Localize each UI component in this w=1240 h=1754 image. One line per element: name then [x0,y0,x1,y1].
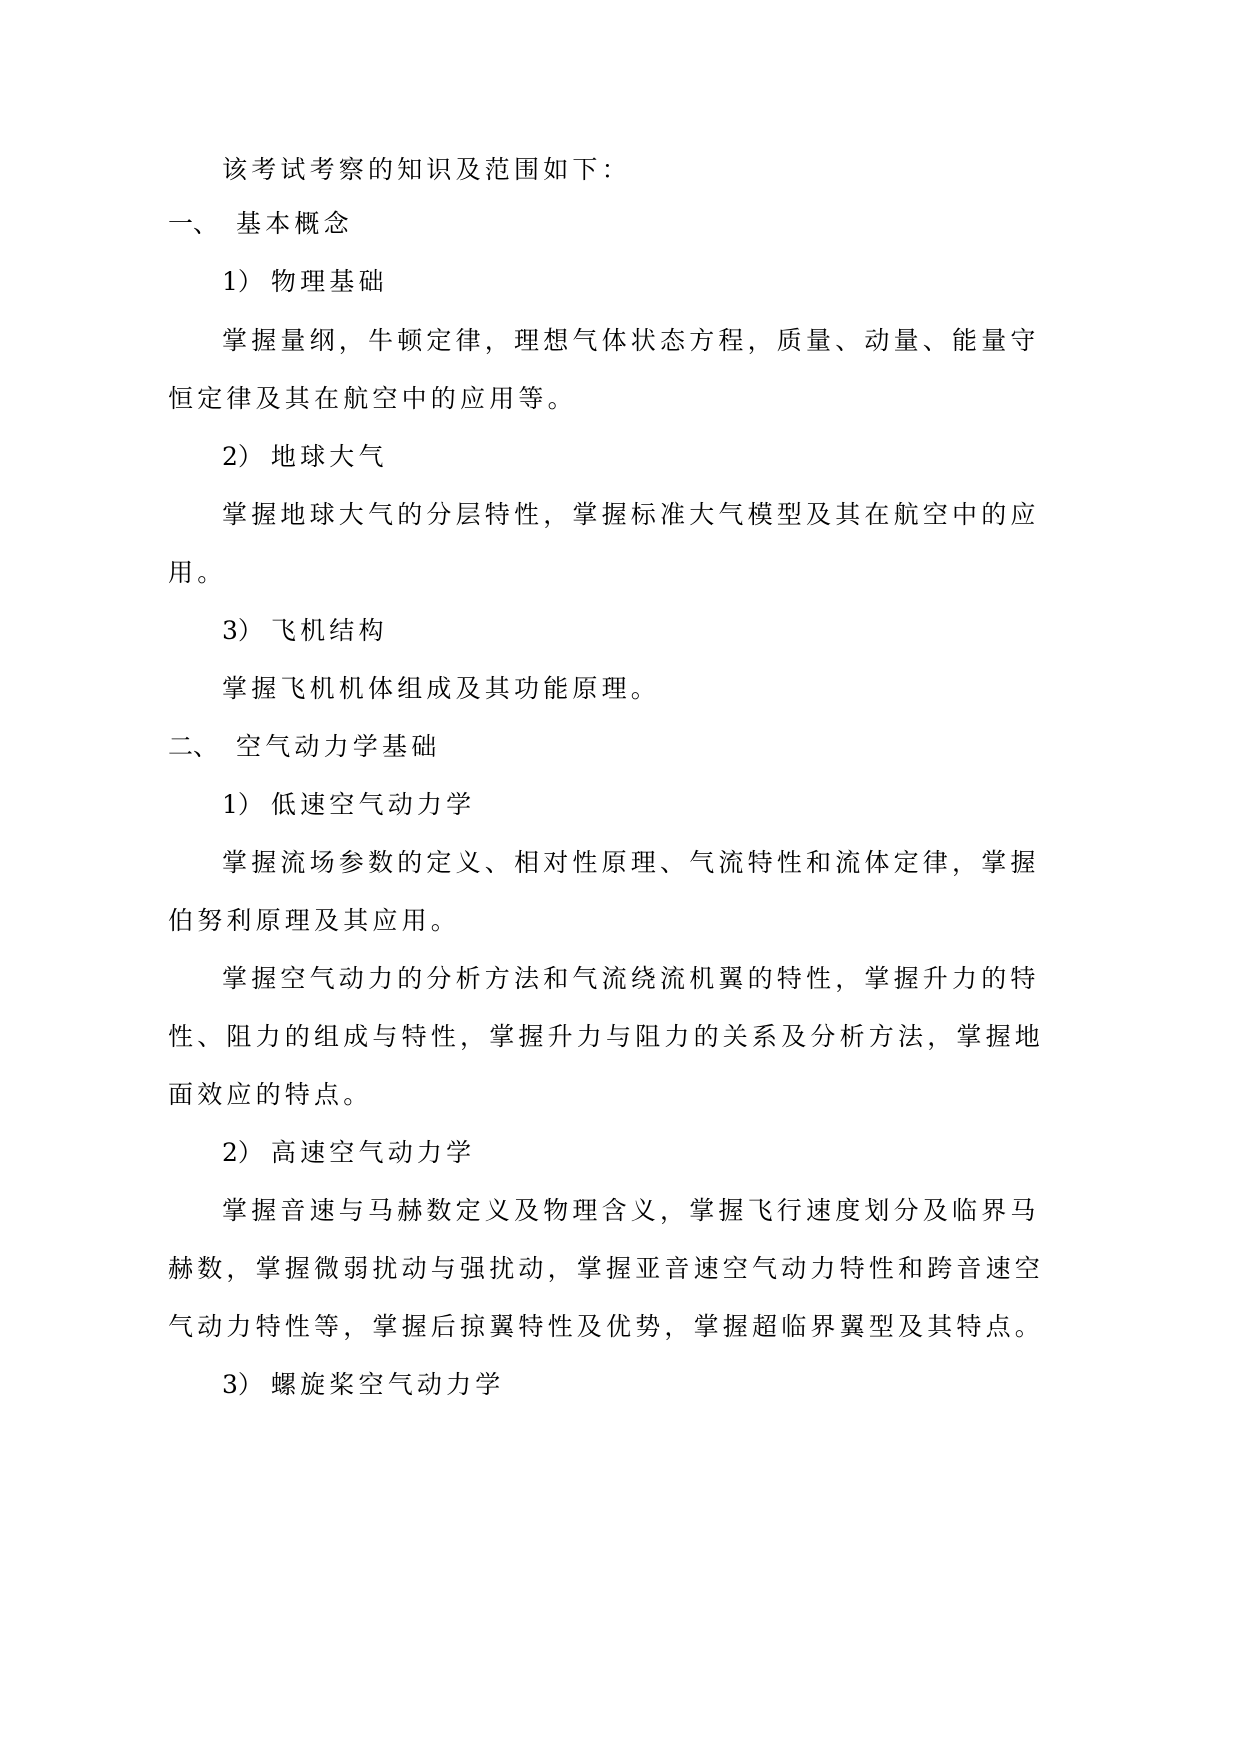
subsection-heading [222,789,997,821]
section-number: 二、 [168,732,219,761]
paragraph-line: 掌握音速与马赫数定义及物理含义，掌握飞行速度划分及临界马 [222,1196,1040,1225]
section-heading [168,731,943,763]
subsection-number: 2） [222,1138,263,1167]
subsection-number: 1） [222,267,263,296]
subsection-heading [222,615,997,647]
paragraph-line: 掌握空气动力的分析方法和气流绕流机翼的特性，掌握升力的特 [222,964,1040,993]
subsection-heading [222,266,997,298]
paragraph-line: 赫数，掌握微弱扰动与强扰动，掌握亚音速空气动力特性和跨音速空 [168,1254,1045,1283]
subsection-title: 螺旋桨空气动力学 [270,1370,505,1399]
paragraph-line: 恒定律及其在航空中的应用等。 [168,384,577,413]
subsection-heading [222,441,997,473]
paragraph-line: 性、阻力的组成与特性，掌握升力与阻力的关系及分析方法，掌握地 [168,1022,1045,1051]
paragraph-line: 用。 [168,558,227,587]
subsection-number: 1） [222,790,263,819]
section-title: 空气动力学基础 [236,732,441,761]
subsection-title: 地球大气 [270,442,388,471]
section-title: 基本概念 [236,209,353,238]
subsection-number: 3） [222,1370,263,1399]
paragraph-line: 掌握流场参数的定义、相对性原理、气流特性和流体定律，掌握 [222,848,1040,877]
paragraph-line: 掌握飞机机体组成及其功能原理。 [222,674,661,703]
subsection-title: 低速空气动力学 [270,790,476,819]
section-heading [168,208,943,240]
paragraph-line: 掌握量纲，牛顿定律，理想气体状态方程，质量、动量、能量守 [222,326,1040,355]
subsection-number: 3） [222,616,263,645]
section-number: 一、 [168,209,219,238]
paragraph-line: 面效应的特点。 [168,1080,373,1109]
subsection-heading [222,1369,997,1401]
subsection-title: 物理基础 [270,267,388,296]
subsection-title: 飞机结构 [270,616,388,645]
paragraph-line: 掌握地球大气的分层特性，掌握标准大气模型及其在航空中的应 [222,500,1040,529]
subsection-heading [222,1137,997,1169]
paragraph-line: 气动力特性等，掌握后掠翼特性及优势，掌握超临界翼型及其特点。 [168,1312,1045,1341]
subsection-number: 2） [222,442,263,471]
subsection-title: 高速空气动力学 [270,1138,476,1167]
paragraph-line: 伯努利原理及其应用。 [168,906,461,935]
intro-text: 该考试考察的知识及范围如下： [222,155,631,184]
